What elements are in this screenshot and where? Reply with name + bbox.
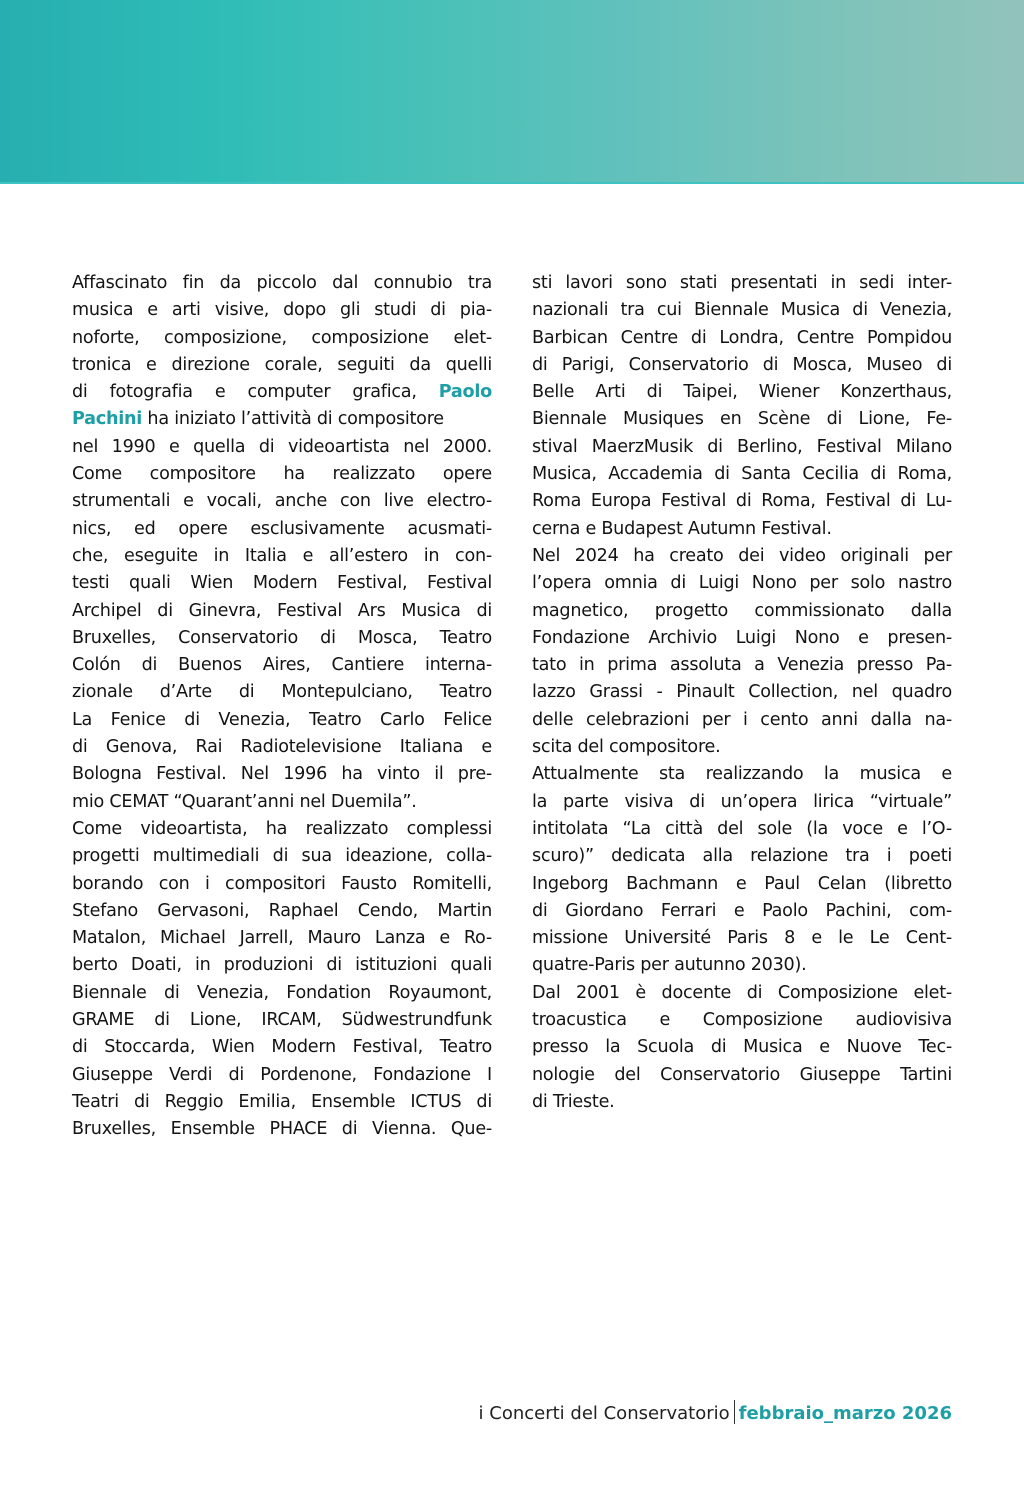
text-line: musica e arti visive, dopo gli studi di pia- [72, 300, 492, 321]
text-line: scita del compositore. [532, 737, 721, 758]
text-line: Fondazione Archivio Luigi Nono e presen- [532, 627, 952, 648]
text-line: delle celebrazioni per i cento anni dalla na- [532, 709, 952, 730]
page-footer [479, 1400, 952, 1424]
text-line: Bruxelles, Conservatorio di Mosca, Teatro [72, 627, 492, 648]
footer-series-title: i Concerti del Conservatorio [478, 1403, 730, 1424]
text-line: Attualmente sta realizzando la musica e [532, 764, 952, 785]
text-line: Come compositore ha realizzato opere [72, 464, 492, 485]
text-line: mio CEMAT “Quarant’anni nel Duemila”. [72, 791, 417, 812]
artist-name-first: Paolo [438, 382, 492, 403]
text-line: Ingeborg Bachmann e Paul Celan (libretto [532, 873, 952, 894]
text-line [72, 406, 492, 433]
text-line: Roma Europa Festival di Roma, Festival di Lu- [532, 491, 952, 512]
banner-divider [0, 182, 1024, 184]
text-line: Come videoartista, ha realizzato complessi [72, 818, 492, 839]
text-line: lazzo Grassi - Pinault Collection, nel quadro [532, 682, 952, 703]
text-line: testi quali Wien Modern Festival, Festival [72, 573, 492, 594]
text-line: Bruxelles, Ensemble PHACE di Vienna. Que- [72, 1119, 492, 1140]
text-line: La Fenice di Venezia, Teatro Carlo Felice [72, 709, 492, 730]
text-line: Bologna Festival. Nel 1996 ha vinto il pre- [72, 764, 492, 785]
text-line: che, eseguite in Italia e all’estero in con- [72, 545, 492, 566]
text-line: Biennale di Venezia, Fondation Royaumont, [72, 982, 492, 1003]
text-line: di Giordano Ferrari e Paolo Pachini, com- [532, 900, 952, 921]
text-line: sti lavori sono stati presentati in sedi inter- [532, 273, 952, 293]
artist-name-last: Pachini [72, 409, 143, 430]
text-line: tronica e direzione corale, seguiti da quelli [72, 354, 492, 375]
text-line: Stefano Gervasoni, Raphael Cendo, Martin [72, 900, 492, 921]
text-line: tato in prima assoluta a Venezia presso Pa- [532, 655, 952, 676]
text-line: Musica, Accademia di Santa Cecilia di Roma, [532, 464, 952, 485]
text-line: di Stoccarda, Wien Modern Festival, Teatro [72, 1037, 492, 1058]
text-line: intitolata “La città del sole (la voce e l’O- [532, 818, 952, 839]
text-line: progetti multimediali di sua ideazione, colla- [72, 846, 492, 867]
text-line: noforte, composizione, composizione elet- [72, 327, 492, 348]
text-line: scuro)” dedicata alla relazione tra i poeti [532, 846, 952, 867]
text-line: strumentali e vocali, anche con live electro- [72, 491, 492, 512]
text-fragment: ha iniziato l’attività di compositore [142, 409, 444, 430]
text-line: missione Université Paris 8 e le Le Cent- [532, 928, 952, 949]
text-line: Barbican Centre di Londra, Centre Pompidou [532, 327, 952, 348]
text-line [72, 379, 492, 406]
text-line: Dal 2001 è docente di Composizione elet- [532, 982, 952, 1003]
text-line: Teatri di Reggio Emilia, Ensemble ICTUS di [72, 1091, 492, 1112]
text-line: Giuseppe Verdi di Pordenone, Fondazione I [72, 1064, 492, 1085]
text-line: zionale d’Arte di Montepulciano, Teatro [72, 682, 492, 703]
text-line: cerna e Budapest Autumn Festival. [532, 518, 832, 539]
biography-left-column [72, 270, 492, 1144]
text-line: stival MaerzMusik di Berlino, Festival Milano [532, 436, 952, 457]
text-line: di Parigi, Conservatorio di Mosca, Museo di [532, 354, 952, 375]
footer-divider [734, 1400, 735, 1424]
text-line: Nel 2024 ha creato dei video originali per [532, 545, 952, 566]
text-line: Colón di Buenos Aires, Cantiere interna- [72, 655, 492, 676]
text-line: Archipel di Ginevra, Festival Ars Musica di [72, 600, 492, 621]
text-line: quatre-Paris per autunno 2030). [532, 955, 807, 976]
text-line: la parte visiva di un’opera lirica “virtuale” [532, 791, 952, 812]
text-line: nologie del Conservatorio Giuseppe Tartini [532, 1064, 952, 1085]
text-line: magnetico, progetto commissionato dalla [532, 600, 952, 621]
header-banner [0, 0, 1024, 183]
text-line: nics, ed opere esclusivamente acusmati- [72, 518, 492, 539]
text-fragment: di fotografia e computer grafica, [72, 382, 417, 403]
text-line: Belle Arti di Taipei, Wiener Konzerthaus, [532, 382, 952, 403]
text-line: berto Doati, in produzioni di istituzioni quali [72, 955, 492, 976]
text-line: nel 1990 e quella di videoartista nel 2000. [72, 436, 492, 457]
text-line: Affascinato fin da piccolo dal connubio tra [72, 273, 492, 293]
text-line: Matalon, Michael Jarrell, Mauro Lanza e Ro- [72, 928, 492, 949]
text-line: Biennale Musiques en Scène di Lione, Fe- [532, 409, 952, 430]
text-line: troacustica e Composizione audiovisiva [532, 1010, 952, 1031]
text-line: borando con i compositori Fausto Romitelli, [72, 873, 492, 894]
text-line: nazionali tra cui Biennale Musica di Venezia, [532, 300, 952, 321]
footer-date: febbraio_marzo 2026 [738, 1403, 952, 1424]
text-line: di Trieste. [532, 1091, 615, 1112]
text-line: presso la Scuola di Musica e Nuove Tec- [532, 1037, 952, 1058]
biography-right-column [532, 270, 952, 1116]
text-line: l’opera omnia di Luigi Nono per solo nastro [532, 573, 952, 594]
text-line: GRAME di Lione, IRCAM, Südwestrundfunk [72, 1010, 492, 1031]
text-line: di Genova, Rai Radiotelevisione Italiana e [72, 737, 492, 758]
